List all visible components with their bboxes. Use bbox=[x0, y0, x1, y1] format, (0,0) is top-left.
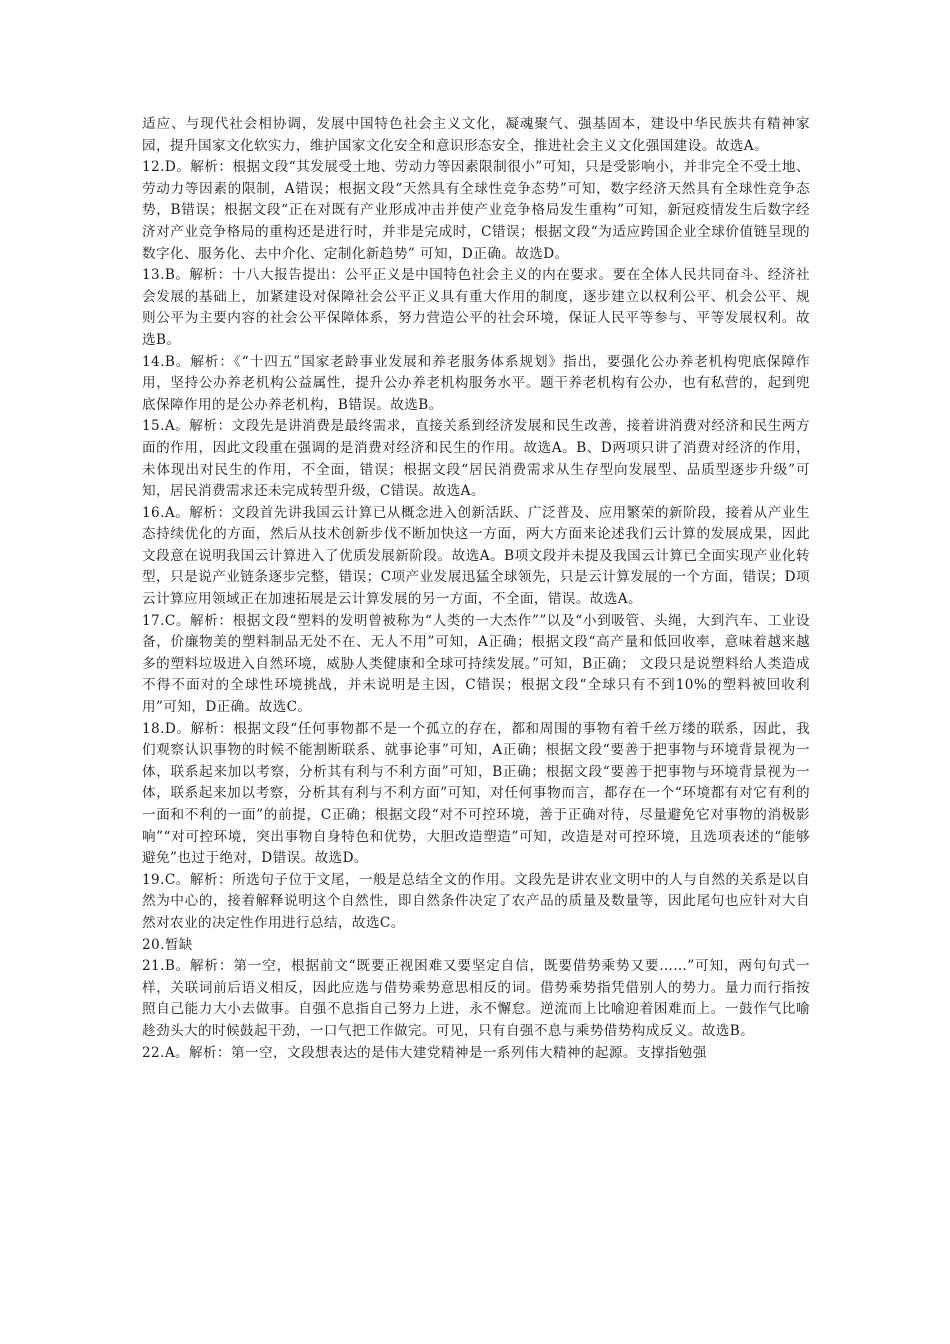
answer-paragraph-17: 17.C。解析：根据文段“塑料的发明曾被称为“人类的一大杰作””以及“小到吸管、头绳，大到汽车、工业设备，价廉物美的塑料制品无处不在、无人不用”可知，A正确；根据文段“高产量和低回收率，意味着越来越多的塑料垃圾进入自然环境，威胁人类健康和全球可持续发展。”可知，B正确； 文段只是说塑料给人类造成不得不面对的全球性环境挑战，并未说明是主因，C错误；根据文段“全球只有不到10%的塑料被回收利用”可知，D正确。故选C。 bbox=[142, 612, 810, 716]
answer-paragraph-15: 15.A。解析：文段先是讲消费是最终需求，直接关系到经济发展和民生改善，接着讲消费对经济和民生两方面的作用，因此文段重在强调的是消费对经济和民生的作用。故选A。B、D两项只讲了消费对经济的作用，未体现出对民生的作用，不全面，错误；根据文段“居民消费需求从生存型向发展型、品质型逐步升级”可知，居民消费需求还未完成转型升级，C错误。故选A。 bbox=[142, 418, 810, 500]
answer-paragraph-12: 12.D。解析：根据文段“其发展受土地、劳动力等因素限制很小”可知，只是受影响小，并非完全不受土地、劳动力等因素的限制，A错误；根据文段“天然具有全球性竞争态势”可知，数字经济天然具有全球性竞争态势，B错误；根据文段“正在对既有产业形成冲击并使产业竞争格局发生重构”可知，新冠疫情发生后数字经济对产业竞争格局的重构还是进行时，并非是完成时，C错误；根据文段“为适应跨国企业全球价值链呈现的数字化、服务化、去中介化、定制化新趋势” 可知，D正确。故选D。 bbox=[142, 159, 810, 262]
answer-paragraph-22: 22.A。解析：第一空，文段想表达的是伟大建党精神是一系列伟大精神的起源。支撑指勉强 bbox=[142, 1044, 707, 1061]
answer-paragraph-18: 18.D。解析：根据文段“任何事物都不是一个孤立的存在，都和周围的事物有着千丝万缕的联系，因此，我们观察认识事物的时候不能割断联系、就事论事”可知，A正确；根据文段“要善于把事物与环境背景视为一体，联系起来加以考察，分析其有利与不利方面”可知，B正确；根据文段“要善于把事物与环境背景视为一体，联系起来加以考察，分析其有利与不利方面”可知，对任何事物而言，都存在一个“环境都有对它有利的一面和不利的一面”的前提，C正确；根据文段“对不可控环境，善于正确对待，尽量避免它对事物的消极影响”“对可控环境，突出事物自身特色和优势，大胆改造塑造”可知，改造是对可控环境，且选项表述的“能够避免”也过于绝对，D错误。故选D。 bbox=[142, 720, 810, 867]
answer-paragraph-21: 21.B。解析：第一空，根据前文“既要正视困难又要坚定自信，既要借势乘势又要……”可知，两句句式一样，关联词前后语义相反，因此应选与借势乘势意思相反的词。借势乘势指凭借别人的势力。量力而行指按照自己能力大小去做事。自强不息指自己努力上进，永不懈怠。逆流而上比喻迎着困难而上。一鼓作气比喻趁劲头大的时候鼓起干劲，一口气把工作做完。可见，只有自强不息与乘势借势构成反义。故选B。 bbox=[142, 958, 810, 1039]
answer-paragraph-14: 14.B。解析：《“十四五”国家老龄事业发展和养老服务体系规划》指出，要强化公办养老机构兜底保障作用，坚持公办养老机构公益属性，提升公办养老机构服务水平。题干养老机构有公办，也有私营的，起到兜底保障作用的是公办养老机构，B错误。故选B。 bbox=[142, 353, 810, 413]
document-body bbox=[142, 114, 810, 1064]
answer-paragraph-16: 16.A。解析：文段首先讲我国云计算已从概念进入创新活跃、广泛普及、应用繁荣的新阶段，接着从产业生态持续优化的方面，然后从技术创新步伐不断加快这一方面，两大方面来论述我们云计算的发展成果，因此文段意在说明我国云计算进入了优质发展新阶段。故选A。B项文段并未提及我国云计算已全面实现产业化转型，只是说产业链条逐步完整，错误；C项产业发展迅猛全球领先，只是云计算发展的一个方面，错误；D项云计算应用领域正在加速拓展是云计算发展的另一方面，不全面，错误。故选A。 bbox=[142, 504, 810, 608]
answer-paragraph-19: 19.C。解析：所选句子位于文尾，一般是总结全文的作用。文段先是讲农业文明中的人与自然的关系是以自然为中心的，接着解释说明这个自然性，即自然条件决定了农产品的质量及数量等，因此尾句也应针对大自然对农业的决定性作用进行总结，故选C。 bbox=[142, 871, 810, 931]
answer-paragraph-continuation: 适应、与现代社会相协调，发展中国特色社会主义文化，凝魂聚气、强基固本，建设中华民族共有精神家园，提升国家文化软实力，维护国家文化安全和意识形态安全，推进社会主义文化强国建设。故选A。 bbox=[142, 116, 810, 154]
answer-paragraph-13: 13.B。解析：十八大报告提出：公平正义是中国特色社会主义的内在要求。要在全体人民共同奋斗、经济社会发展的基础上，加紧建设对保障社会公平正义具有重大作用的制度，逐步建立以权利公平、机会公平、规则公平为主要内容的社会公平保障体系，努力营造公平的社会环境，保证人民平等参与、平等发展权利。故选B。 bbox=[142, 267, 810, 348]
answer-paragraph-20: 20.暂缺 bbox=[142, 936, 193, 953]
